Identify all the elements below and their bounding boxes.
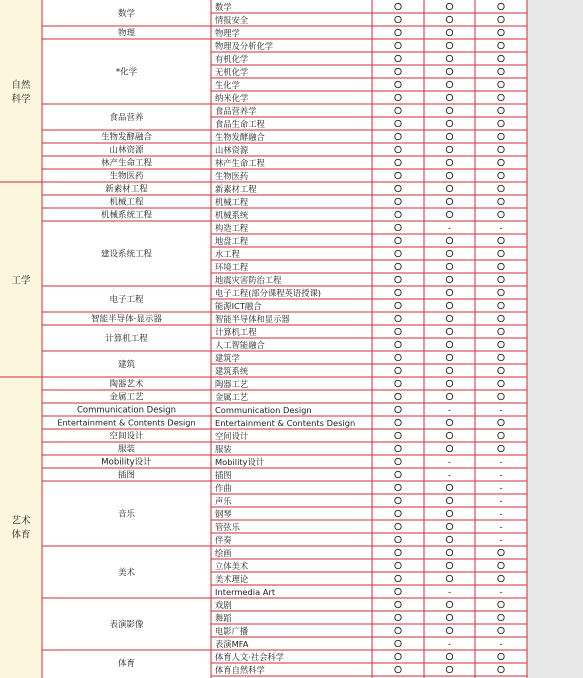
major-label: 金属工艺 bbox=[109, 392, 144, 403]
availability-circle-mark bbox=[395, 159, 401, 165]
availability-circle-mark bbox=[395, 666, 401, 672]
track-label: 食品营养学 bbox=[215, 105, 257, 116]
track-label: 地震灾害防治工程 bbox=[215, 274, 282, 285]
availability-circle-mark bbox=[395, 406, 401, 412]
availability-circle-mark bbox=[498, 29, 504, 35]
availability-circle-mark bbox=[446, 536, 452, 542]
availability-circle-mark bbox=[395, 484, 401, 490]
availability-circle-mark bbox=[498, 575, 504, 581]
availability-circle-mark bbox=[498, 614, 504, 620]
availability-dash-mark: - bbox=[499, 457, 503, 468]
availability-circle-mark bbox=[446, 250, 452, 256]
availability-circle-mark bbox=[498, 315, 504, 321]
availability-circle-mark bbox=[446, 627, 452, 633]
track-label: 服装 bbox=[215, 443, 232, 454]
track-label: 金属工艺 bbox=[215, 391, 249, 402]
availability-circle-mark bbox=[446, 159, 452, 165]
availability-circle-mark bbox=[446, 211, 452, 217]
track-label: 建筑系统 bbox=[215, 365, 249, 376]
availability-dash-mark: - bbox=[447, 470, 452, 481]
availability-circle-mark bbox=[446, 510, 452, 516]
availability-circle-mark bbox=[395, 458, 401, 464]
major-label: 服装 bbox=[117, 444, 136, 455]
availability-circle-mark bbox=[446, 172, 452, 178]
availability-circle-mark bbox=[395, 393, 401, 399]
track-label: Mobility设计 bbox=[215, 456, 265, 467]
availability-circle-mark bbox=[498, 653, 504, 659]
major-label: 机械系统工程 bbox=[100, 210, 153, 221]
availability-circle-mark bbox=[395, 185, 401, 191]
availability-circle-mark bbox=[395, 94, 401, 100]
availability-dash-mark: - bbox=[499, 405, 503, 416]
major-label: 空间设计 bbox=[109, 431, 144, 442]
availability-circle-mark bbox=[446, 42, 452, 48]
major-label: 物理 bbox=[117, 28, 136, 39]
availability-circle-mark bbox=[446, 146, 452, 152]
availability-circle-mark bbox=[395, 107, 401, 113]
availability-circle-mark bbox=[395, 432, 401, 438]
major-label: 建设系统工程 bbox=[100, 249, 153, 260]
availability-circle-mark bbox=[395, 211, 401, 217]
track-label: 生物医药 bbox=[215, 170, 249, 181]
availability-circle-mark bbox=[498, 237, 504, 243]
track-label: 情报安全 bbox=[215, 14, 249, 25]
track-label: 环境工程 bbox=[215, 261, 249, 272]
track-label: 表演MFA bbox=[215, 638, 249, 649]
track-label: 作曲 bbox=[215, 482, 232, 493]
availability-circle-mark bbox=[498, 211, 504, 217]
availability-circle-mark bbox=[498, 94, 504, 100]
availability-circle-mark bbox=[446, 94, 452, 100]
track-label: 插图 bbox=[215, 469, 232, 480]
track-label: 绘画 bbox=[215, 547, 232, 558]
track-label: 伴奏 bbox=[215, 534, 232, 545]
track-label: 空间设计 bbox=[215, 430, 249, 441]
availability-circle-mark bbox=[498, 276, 504, 282]
availability-circle-mark bbox=[446, 120, 452, 126]
availability-circle-mark bbox=[498, 185, 504, 191]
availability-circle-mark bbox=[395, 640, 401, 646]
availability-dash-mark: - bbox=[447, 405, 452, 416]
availability-circle-mark bbox=[446, 549, 452, 555]
availability-circle-mark bbox=[446, 302, 452, 308]
availability-circle-mark bbox=[498, 42, 504, 48]
availability-circle-mark bbox=[446, 198, 452, 204]
availability-circle-mark bbox=[395, 510, 401, 516]
availability-circle-mark bbox=[498, 445, 504, 451]
availability-circle-mark bbox=[446, 68, 452, 74]
availability-circle-mark bbox=[446, 666, 452, 672]
availability-circle-mark bbox=[395, 237, 401, 243]
availability-circle-mark bbox=[446, 601, 452, 607]
availability-circle-mark bbox=[446, 354, 452, 360]
availability-circle-mark bbox=[498, 133, 504, 139]
track-label: 食品生命工程 bbox=[215, 118, 265, 129]
availability-circle-mark bbox=[446, 380, 452, 386]
major-label: Mobility设计 bbox=[101, 457, 152, 468]
group-label: 工学 bbox=[11, 275, 31, 287]
availability-circle-mark bbox=[498, 393, 504, 399]
availability-circle-mark bbox=[395, 276, 401, 282]
availability-circle-mark bbox=[395, 81, 401, 87]
major-label: 美术 bbox=[117, 568, 136, 578]
track-label: Intermedia Art bbox=[215, 586, 276, 597]
track-label: 舞蹈 bbox=[215, 612, 232, 623]
track-label: 钢琴 bbox=[215, 508, 232, 519]
track-label: 声乐 bbox=[215, 495, 232, 506]
availability-circle-mark bbox=[498, 159, 504, 165]
availability-circle-mark bbox=[395, 3, 401, 9]
availability-circle-mark bbox=[446, 419, 452, 425]
major-label: 体育 bbox=[117, 659, 136, 669]
availability-circle-mark bbox=[446, 614, 452, 620]
track-label: 物理学 bbox=[215, 27, 240, 38]
availability-circle-mark bbox=[395, 419, 401, 425]
track-label: 能源ICT融合 bbox=[215, 300, 262, 311]
availability-circle-mark bbox=[498, 380, 504, 386]
availability-circle-mark bbox=[446, 562, 452, 568]
availability-circle-mark bbox=[446, 575, 452, 581]
availability-dash-mark: - bbox=[499, 587, 503, 598]
availability-circle-mark bbox=[395, 523, 401, 529]
availability-dash-mark: - bbox=[447, 587, 452, 598]
availability-circle-mark bbox=[498, 107, 504, 113]
availability-circle-mark bbox=[446, 393, 452, 399]
availability-circle-mark bbox=[498, 16, 504, 22]
track-label: 机械工程 bbox=[215, 196, 249, 207]
availability-circle-mark bbox=[498, 419, 504, 425]
track-label: 生化学 bbox=[215, 79, 240, 90]
major-label: 数学 bbox=[117, 9, 136, 19]
availability-circle-mark bbox=[395, 614, 401, 620]
availability-circle-mark bbox=[498, 81, 504, 87]
availability-dash-mark: - bbox=[499, 509, 503, 520]
track-label: 物理及分析化学 bbox=[215, 40, 274, 51]
major-label: 电子工程 bbox=[109, 295, 144, 305]
major-label: 食品营养 bbox=[109, 113, 144, 123]
track-label: 管弦乐 bbox=[215, 521, 240, 532]
availability-circle-mark bbox=[446, 289, 452, 295]
availability-circle-mark bbox=[498, 354, 504, 360]
availability-circle-mark bbox=[446, 29, 452, 35]
availability-circle-mark bbox=[446, 263, 452, 269]
major-label: 生物发酵融合 bbox=[100, 132, 153, 143]
availability-circle-mark bbox=[395, 328, 401, 334]
track-label: 水工程 bbox=[215, 248, 240, 259]
availability-circle-mark bbox=[395, 224, 401, 230]
availability-circle-mark bbox=[395, 588, 401, 594]
availability-circle-mark bbox=[395, 198, 401, 204]
availability-circle-mark bbox=[498, 601, 504, 607]
track-label: 美术理论 bbox=[215, 573, 249, 584]
availability-circle-mark bbox=[395, 549, 401, 555]
availability-circle-mark bbox=[446, 16, 452, 22]
availability-circle-mark bbox=[395, 627, 401, 633]
track-label: 体育人文·社会科学 bbox=[215, 651, 285, 662]
availability-circle-mark bbox=[395, 575, 401, 581]
availability-circle-mark bbox=[498, 549, 504, 555]
availability-circle-mark bbox=[498, 146, 504, 152]
availability-dash-mark: - bbox=[499, 496, 503, 507]
availability-circle-mark bbox=[498, 289, 504, 295]
availability-dash-mark: - bbox=[447, 223, 452, 234]
availability-circle-mark bbox=[395, 120, 401, 126]
availability-circle-mark bbox=[395, 16, 401, 22]
major-label: 音乐 bbox=[117, 509, 136, 520]
availability-circle-mark bbox=[395, 315, 401, 321]
track-label: 立体美术 bbox=[215, 560, 249, 571]
major-label: 机械工程 bbox=[109, 197, 144, 208]
major-label: 陶器艺术 bbox=[109, 379, 144, 390]
availability-circle-mark bbox=[498, 302, 504, 308]
track-label: 林产生命工程 bbox=[215, 157, 265, 168]
availability-circle-mark bbox=[498, 263, 504, 269]
availability-circle-mark bbox=[446, 237, 452, 243]
track-label: 电子工程(部分课程英语授课) bbox=[215, 287, 322, 298]
availability-circle-mark bbox=[446, 3, 452, 9]
major-label: 新素材工程 bbox=[105, 184, 148, 195]
track-label: 纳米化学 bbox=[215, 92, 249, 103]
major-label: 表演影像 bbox=[109, 620, 144, 630]
track-label: 数学 bbox=[215, 1, 232, 12]
availability-circle-mark bbox=[395, 146, 401, 152]
availability-circle-mark bbox=[446, 445, 452, 451]
availability-circle-mark bbox=[446, 484, 452, 490]
availability-circle-mark bbox=[498, 250, 504, 256]
scrollbar-track[interactable] bbox=[527, 0, 583, 678]
major-label: *化学 bbox=[115, 67, 138, 78]
track-label: 体育自然科学 bbox=[215, 664, 265, 675]
track-label: 地盘工程 bbox=[215, 235, 249, 246]
availability-circle-mark bbox=[395, 380, 401, 386]
major-label: 计算机工程 bbox=[105, 334, 148, 344]
availability-circle-mark bbox=[395, 601, 401, 607]
track-label: Communication Design bbox=[215, 404, 312, 415]
availability-circle-mark bbox=[395, 367, 401, 373]
availability-circle-mark bbox=[395, 445, 401, 451]
availability-dash-mark: - bbox=[499, 522, 503, 533]
availability-circle-mark bbox=[446, 315, 452, 321]
availability-circle-mark bbox=[446, 432, 452, 438]
availability-dash-mark: - bbox=[447, 457, 452, 468]
availability-circle-mark bbox=[498, 328, 504, 334]
availability-circle-mark bbox=[498, 120, 504, 126]
availability-circle-mark bbox=[446, 81, 452, 87]
availability-dash-mark: - bbox=[499, 535, 503, 546]
track-label: 无机化学 bbox=[215, 66, 249, 77]
track-label: 生物发酵融合 bbox=[215, 131, 265, 142]
major-label: 智能半导体·显示器 bbox=[91, 314, 162, 325]
availability-circle-mark bbox=[395, 250, 401, 256]
availability-circle-mark bbox=[446, 367, 452, 373]
availability-circle-mark bbox=[446, 653, 452, 659]
availability-dash-mark: - bbox=[447, 639, 452, 650]
availability-circle-mark bbox=[395, 536, 401, 542]
major-label: 山林资源 bbox=[109, 145, 144, 156]
availability-circle-mark bbox=[395, 471, 401, 477]
availability-circle-mark bbox=[446, 523, 452, 529]
availability-circle-mark bbox=[498, 3, 504, 9]
availability-circle-mark bbox=[498, 172, 504, 178]
availability-circle-mark bbox=[395, 133, 401, 139]
availability-circle-mark bbox=[446, 107, 452, 113]
major-label: 建筑 bbox=[117, 360, 136, 370]
availability-circle-mark bbox=[498, 432, 504, 438]
track-label: 机械系统 bbox=[215, 209, 249, 220]
track-label: 山林资源 bbox=[215, 144, 249, 155]
availability-circle-mark bbox=[446, 133, 452, 139]
availability-circle-mark bbox=[395, 497, 401, 503]
track-label: 人工智能融合 bbox=[215, 339, 265, 350]
availability-dash-mark: - bbox=[499, 470, 503, 481]
availability-circle-mark bbox=[498, 55, 504, 61]
track-label: 陶器工艺 bbox=[215, 378, 249, 389]
availability-circle-mark bbox=[395, 42, 401, 48]
major-label: Communication Design bbox=[76, 405, 177, 416]
major-label: 插图 bbox=[117, 470, 136, 481]
track-label: 电影广播 bbox=[215, 625, 249, 636]
track-label: Entertainment & Contents Design bbox=[215, 417, 356, 428]
availability-circle-mark bbox=[446, 341, 452, 347]
availability-circle-mark bbox=[395, 341, 401, 347]
availability-circle-mark bbox=[498, 666, 504, 672]
availability-circle-mark bbox=[446, 185, 452, 191]
track-label: 构造工程 bbox=[215, 222, 249, 233]
availability-dash-mark: - bbox=[499, 483, 503, 494]
availability-circle-mark bbox=[395, 55, 401, 61]
major-label: Entertainment & Contents Design bbox=[57, 417, 196, 428]
availability-circle-mark bbox=[498, 627, 504, 633]
availability-circle-mark bbox=[446, 55, 452, 61]
track-label: 计算机工程 bbox=[215, 326, 257, 337]
availability-circle-mark bbox=[446, 497, 452, 503]
availability-circle-mark bbox=[446, 328, 452, 334]
group-label: 自然科学 bbox=[11, 80, 31, 105]
availability-circle-mark bbox=[498, 198, 504, 204]
group-label: 艺术体育 bbox=[11, 515, 31, 541]
availability-circle-mark bbox=[395, 172, 401, 178]
availability-circle-mark bbox=[498, 367, 504, 373]
availability-circle-mark bbox=[446, 276, 452, 282]
track-label: 智能半导体和显示器 bbox=[215, 313, 290, 324]
track-label: 建筑学 bbox=[215, 352, 240, 363]
availability-circle-mark bbox=[395, 289, 401, 295]
track-label: 新素材工程 bbox=[215, 183, 257, 194]
availability-dash-mark: - bbox=[499, 223, 503, 234]
availability-dash-mark: - bbox=[499, 639, 503, 650]
availability-circle-mark bbox=[395, 263, 401, 269]
major-label: 林产生命工程 bbox=[100, 158, 153, 169]
availability-circle-mark bbox=[395, 354, 401, 360]
track-label: 有机化学 bbox=[215, 53, 249, 64]
availability-circle-mark bbox=[395, 29, 401, 35]
major-label: 生物医药 bbox=[109, 171, 144, 182]
availability-circle-mark bbox=[395, 562, 401, 568]
availability-circle-mark bbox=[498, 68, 504, 74]
availability-circle-mark bbox=[395, 302, 401, 308]
availability-circle-mark bbox=[498, 341, 504, 347]
availability-circle-mark bbox=[498, 562, 504, 568]
availability-circle-mark bbox=[395, 68, 401, 74]
availability-circle-mark bbox=[395, 653, 401, 659]
track-label: 戏剧 bbox=[215, 599, 232, 610]
